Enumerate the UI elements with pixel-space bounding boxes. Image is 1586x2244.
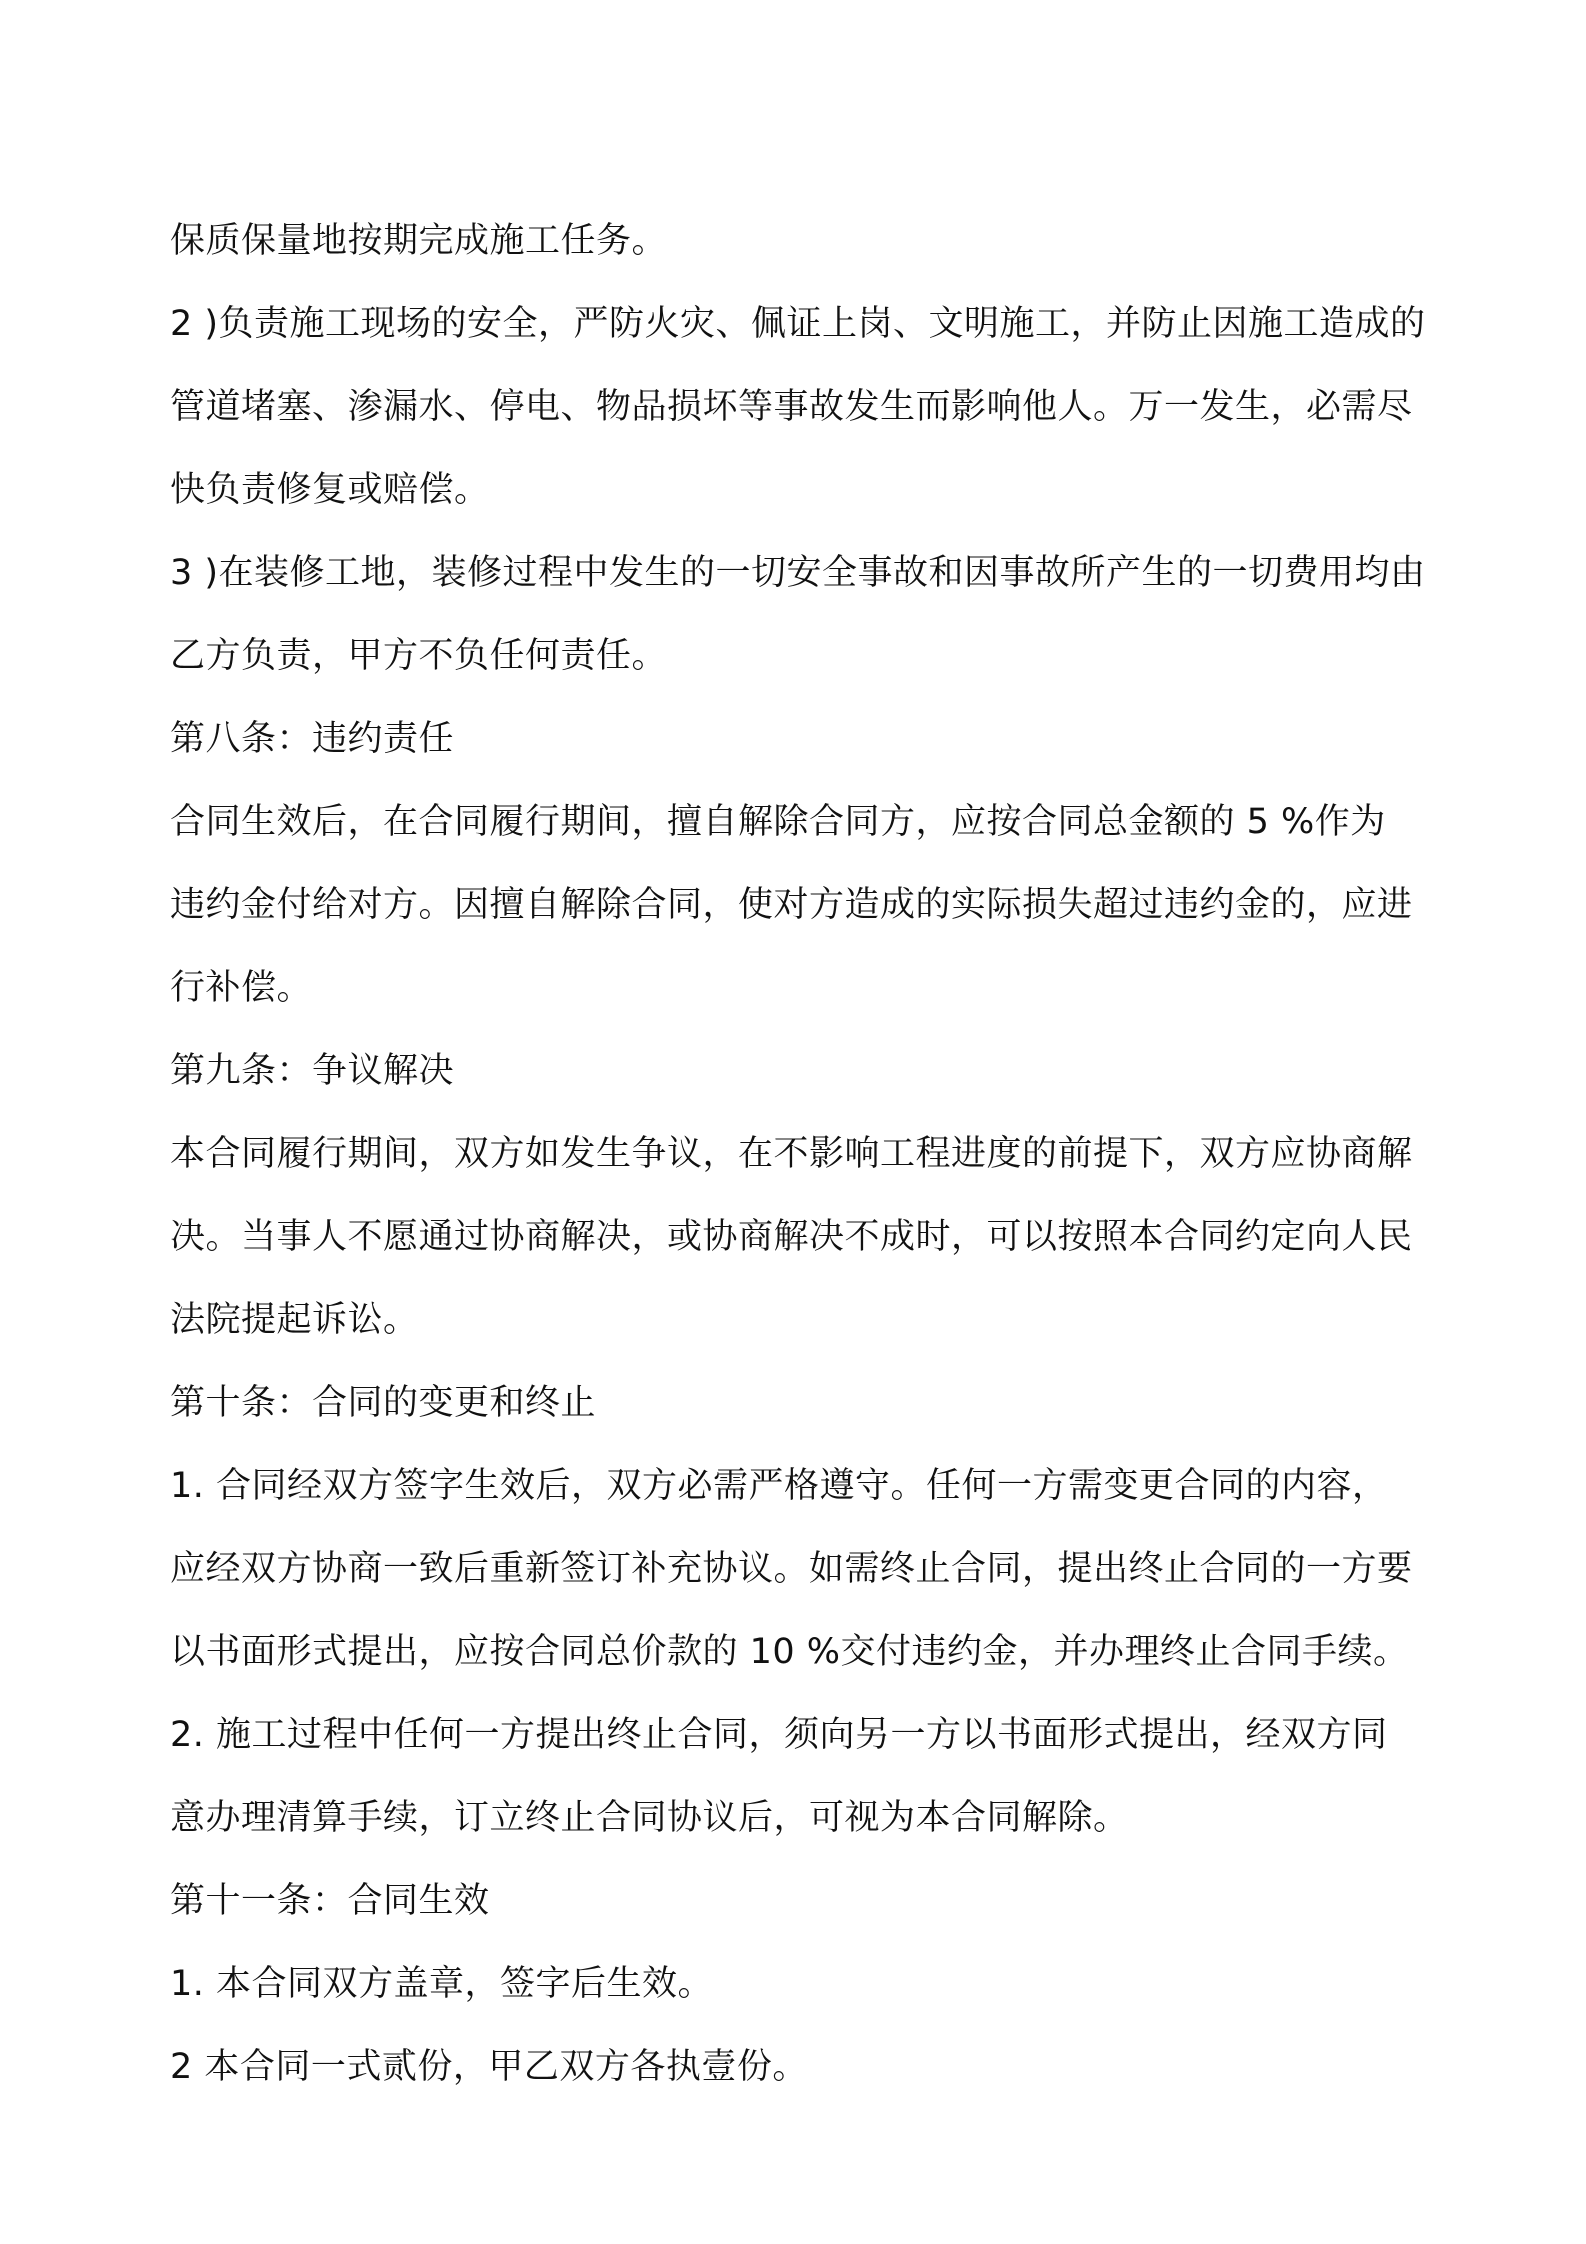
text-line: 本合同履行期间，双方如发生争议，在不影响工程进度的前提下，双方应协商解 [170, 1134, 1413, 1174]
text-line: 1. 本合同双方盖章，签字后生效。 [170, 1964, 714, 2004]
text-line: 1. 合同经双方签字生效后，双方必需严格遵守。任何一方需变更合同的内容， [170, 1466, 1388, 1506]
text-line: 管道堵塞、渗漏水、停电、物品损坏等事故发生而影响他人。万一发生，必需尽 [170, 387, 1413, 427]
document-page [170, 200, 1470, 2109]
text-line: 乙方负责，甲方不负任何责任。 [170, 636, 668, 676]
text-line: 违约金付给对方。因擅自解除合同，使对方造成的实际损失超过违约金的，应进 [170, 885, 1413, 925]
text-line: 3 )在装修工地，装修过程中发生的一切安全事故和因事故所产生的一切费用均由 [170, 553, 1426, 593]
text-line: 合同生效后，在合同履行期间，擅自解除合同方，应按合同总金额的 5 %作为 [170, 802, 1386, 842]
section-heading: 第十一条：合同生效 [170, 1881, 490, 1921]
text-line: 应经双方协商一致后重新签订补充协议。如需终止合同，提出终止合同的一方要 [170, 1549, 1413, 1589]
text-line: 快负责修复或赔偿。 [170, 470, 490, 510]
text-line: 2 本合同一式贰份，甲乙双方各执壹份。 [170, 2047, 808, 2087]
text-line: 2. 施工过程中任何一方提出终止合同，须向另一方以书面形式提出，经双方同 [170, 1715, 1388, 1755]
text-line: 保质保量地按期完成施工任务。 [170, 221, 668, 261]
section-heading: 第八条：违约责任 [170, 719, 455, 759]
text-line: 2 )负责施工现场的安全，严防火灾、佩证上岗、文明施工，并防止因施工造成的 [170, 304, 1426, 344]
text-line: 行补偿。 [170, 968, 313, 1008]
text-line: 意办理清算手续，订立终止合同协议后，可视为本合同解除。 [170, 1798, 1129, 1838]
text-line: 决。当事人不愿通过协商解决，或协商解决不成时，可以按照本合同约定向人民 [170, 1217, 1413, 1257]
text-line: 以书面形式提出，应按合同总价款的 10 %交付违约金，并办理终止合同手续。 [170, 1632, 1409, 1672]
section-heading: 第九条：争议解决 [170, 1051, 455, 1091]
text-line: 法院提起诉讼。 [170, 1300, 419, 1340]
section-heading: 第十条：合同的变更和终止 [170, 1383, 597, 1423]
